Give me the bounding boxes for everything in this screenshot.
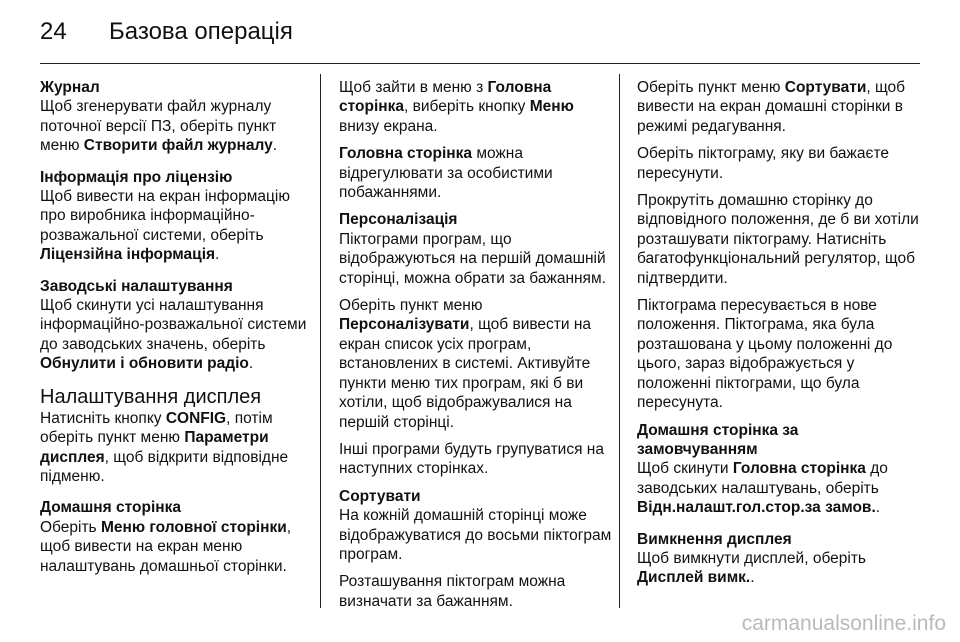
section-title: Журнал [40, 79, 100, 96]
paragraph [40, 409, 315, 487]
paragraph: Піктограма пересувається в нове положення. Піктограма, яка була розташована у цьому положенні до цього, зараз відображується у положенні піктограми, що була пересунута. [637, 297, 893, 412]
paragraph [40, 97, 315, 155]
paragraph [339, 144, 614, 202]
text: Щоб згенерувати файл журналу поточної версії ПЗ, оберіть пункт меню [40, 98, 277, 155]
text: можна відрегулювати за особистими побажаннями. [339, 145, 553, 202]
paragraph [339, 78, 614, 136]
text: до заводських налаштувань, оберіть [637, 460, 888, 497]
section-title: Вимкнення дисплея [637, 530, 792, 548]
menu-item-ref: Ліцензійна інформація [40, 246, 216, 264]
text: Оберіть пункт меню [339, 297, 483, 315]
menu-item-ref: Обнулити і обновити радіо [40, 355, 249, 373]
paragraph: Інші програми будуть групуватися на наступних сторінках. [339, 440, 604, 478]
menu-item-ref: Параметри дисплея [40, 429, 269, 466]
page-header [40, 18, 920, 64]
column-1 [40, 78, 315, 576]
text: . [750, 569, 755, 587]
menu-item-ref: Головна сторінка [732, 460, 866, 478]
menu-item-ref: Дисплей вимк. [637, 569, 751, 587]
page-number: 24 [40, 18, 67, 45]
paragraph: Піктограми програм, що відображуються на першій домашній сторінці, можна обрати за бажанням. [339, 230, 606, 287]
section-title: Домашня сторінка [40, 499, 181, 517]
text: Щоб вивести на екран інформацію про виробника інформаційно-розважальної системи, оберіть [40, 188, 290, 244]
section-home [40, 498, 315, 576]
text: , щоб вивести на екран домашні сторінки в режимі редагування. [637, 79, 906, 135]
paragraph: На кожній домашній сторінці може відображуватися до восьми піктограм програм. [339, 507, 612, 563]
menu-item-ref: Створити файл журналу [83, 137, 273, 155]
column-divider-1 [320, 74, 321, 608]
paragraph [40, 187, 315, 265]
text: , щоб вивести на екран меню налаштувань домашньої сторінки. [40, 518, 292, 575]
section-heading: Налаштування дисплея [40, 385, 262, 408]
section-title: Домашня сторінка за замовчуванням [637, 421, 799, 458]
paragraph [637, 78, 920, 136]
text: , потім оберіть пункт меню [40, 409, 273, 447]
text: . [272, 137, 278, 155]
text: , виберіть кнопку [404, 98, 530, 116]
section-default-home [637, 421, 920, 518]
text: . [248, 355, 254, 373]
text: . [875, 499, 881, 517]
text: Щоб зайти в меню з [339, 79, 488, 96]
menu-item-ref: Головна сторінка [339, 79, 552, 116]
section-title: Заводські налаштування [40, 277, 233, 295]
section-title: Персоналізація [339, 211, 458, 229]
text: , щоб вивести на екран список усіх програм, встановлених в системі. Активуйте пункти меню тих програм, які б ви хотіли, щоб відображувалися на першій сторінці. [339, 316, 592, 431]
section-journal [40, 78, 315, 156]
paragraph: Оберіть піктограму, яку ви бажаєте пересунути. [637, 145, 889, 182]
paragraph [637, 549, 920, 588]
section-title: Сортувати [339, 487, 421, 505]
text: . [215, 246, 220, 264]
paragraph [40, 518, 315, 576]
column-2 [339, 78, 614, 611]
page-title: Базова операція [109, 18, 293, 45]
paragraph: Розташування піктограм можна визначати за бажанням. [339, 573, 566, 610]
button-ref: CONFIG [165, 409, 227, 427]
section-license [40, 168, 315, 265]
menu-item-ref: Персоналізувати [339, 316, 470, 334]
paragraph [339, 296, 614, 432]
text: Щоб скинути усі налаштування інформаційно-розважальної системи до заводських значень, оберіть [40, 297, 307, 353]
text: Оберіть [40, 518, 101, 536]
text: Щоб скинути [637, 460, 733, 478]
section-display-off [637, 530, 920, 588]
menu-item-ref: Відн.налашт.гол.стор.за замов. [637, 499, 876, 517]
section-personalization [339, 210, 614, 478]
paragraph [637, 459, 920, 517]
menu-item-ref: Головна сторінка [339, 145, 473, 163]
text: , щоб відкрити відповідне підменю. [40, 448, 289, 485]
column-divider-2 [619, 74, 620, 608]
section-factory [40, 277, 315, 374]
menu-item-ref: Сортувати [784, 79, 867, 96]
column-3 [637, 78, 920, 588]
text: Щоб вимкнути дисплей, оберіть [637, 549, 867, 567]
section-sort [339, 487, 614, 611]
paragraph [40, 296, 315, 374]
button-ref: Меню [529, 98, 574, 116]
watermark: carmanualsonline.info [741, 612, 946, 635]
menu-item-ref: Меню головної сторінки [100, 518, 287, 536]
section-display [40, 386, 315, 487]
section-title: Інформація про ліцензію [40, 168, 233, 186]
header-divider [40, 63, 920, 64]
text: Оберіть пункт меню [637, 79, 785, 96]
text: внизу екрана. [339, 117, 438, 135]
paragraph: Прокрутіть домашню сторінку до відповідного положення, де б ви хотіли розташувати піктограму. Натисніть багатофункціональний регулятор, щоб підтвердити. [637, 192, 919, 287]
text: Натисніть кнопку [40, 409, 166, 427]
